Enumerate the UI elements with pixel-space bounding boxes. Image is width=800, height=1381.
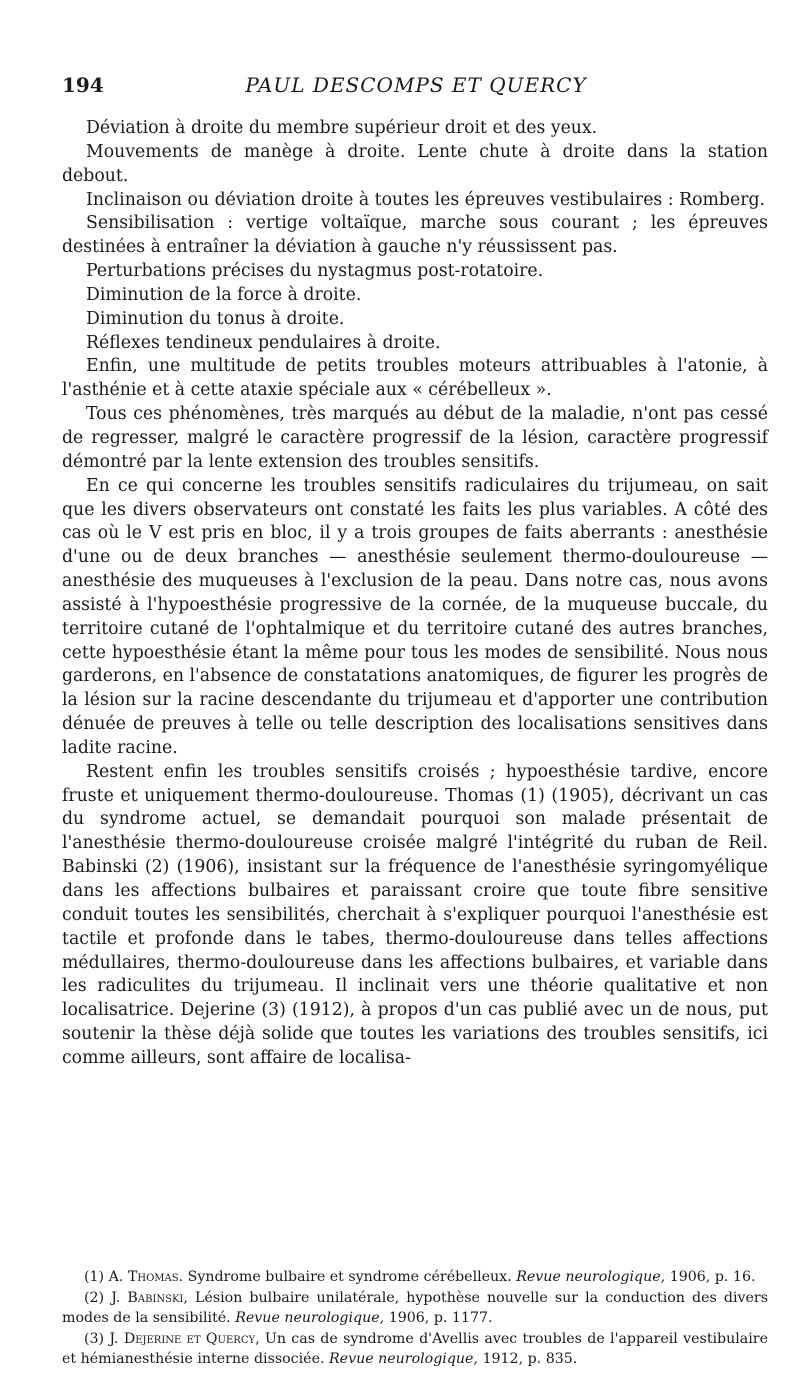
footnote-author: A. Thomas. [108,1269,184,1285]
footnote-author: J. Babinski, [111,1289,188,1306]
paragraph: Inclinaison ou déviation droite à toutes les épreuves vestibulaires : Romberg. [86,189,766,210]
paragraph: En ce qui concerne les troubles sensitifs radiculaires du trijumeau, on sait que les divers observateurs ont constaté les faits les plus variables. A côté des cas où le V est pris en bloc, il y a trois groupes de faits aberrants : anesthésie d'une ou de deux branches — anesthésie seulement thermo-douloureuse — anesthésie des muqueuses à l'exclusion de la peau. Dans notre cas, nous avons assisté à l'hypoesthésie progressive de la cornée, de la muqueuse buccale, du territoire cutané de l'ophtalmique et du territoire cutané des autres branches, cette hypoesthésie étant la même pour tous les modes de sensibilité. Nous nous garderons, en l'absence de constatations anatomiques, de figurer les progrès de la lésion sur la racine descendante du trijumeau et d'apporter une contribution dénuée de preuves à telle ou telle description des localisations sensitives dans ladite racine. [62,475,768,758]
body-text [62,117,768,1071]
page-header [62,73,770,101]
paragraph: Enfin, une multitude de petits troubles moteurs attribuables à l'atonie, à l'asthénie et à cette ataxie spéciale aux « cérébelleux ». [62,356,768,401]
footnote-marker: (1) [84,1269,105,1285]
paragraph: Restent enfin les troubles sensitifs croisés ; hypoesthésie tardive, encore fruste et uniquement thermo-douloureuse. Thomas (1) (1905), décrivant un cas du syndrome actuel, se demandait pourquoi son malade présentait de l'anesthésie thermo-douloureuse croisée malgré l'intégrité du ruban de Reil. Babinski (2) (1906), insistant sur la fréquence de l'anesthésie syringomyélique dans les affections bulbaires et paraissant croire que toute fibre sensitive conduit toutes les sensibilités, cherchait à s'expliquer pourquoi l'anesthésie est tactile et profonde dans le tabes, thermo-douloureuse dans telles affections médullaires, thermo-douloureuse dans les affections bulbaires, et variable dans les radiculites du trijumeau. Il inclinait vers une théorie qualitative et non localisatrice. Dejerine (3) (1912), à propos d'un cas publié avec un de nous, put soutenir la thèse déjà solide que toutes les variations des troubles sensitifs, ici comme ailleurs, sont affaire de localisa- [62,761,768,1068]
paragraph: Sensibilisation : vertige voltaïque, marche sous courant ; les épreuves destinées à entraîner la déviation à gauche n'y réussissent pas. [62,213,768,258]
footnotes [62,1267,768,1370]
footnote-author: J. Dejerine et Quercy, [109,1330,260,1347]
footnote-journal: Revue neurologique, [328,1351,478,1367]
footnote-ref: 1906, p. 1177. [388,1310,493,1326]
footnote-journal: Revue neurologique, [235,1310,385,1326]
footnote-title: Syndrome bulbaire et syndrome cérébelleux. [187,1269,512,1285]
footnote-ref: 1912, p. 835. [482,1351,578,1367]
paragraph: Réflexes tendineux pendulaires à droite. [86,332,441,353]
footnote-title: Un cas de syndrome d'Avellis avec troubles de l'appareil vestibulaire et hémianesthésie interne dissociée. [62,1330,768,1367]
paragraph: Diminution de la force à droite. [86,284,362,305]
paragraph: Mouvements de manège à droite. Lente chute à droite dans la station debout. [62,141,768,186]
footnote-marker: (2) [84,1289,105,1306]
footnote-journal: Revue neurologique, [516,1269,666,1285]
footnote-ref: 1906, p. 16. [669,1269,756,1285]
footnote [62,1288,768,1329]
page-number: 194 [62,73,104,97]
paragraph: Tous ces phénomènes, très marqués au début de la maladie, n'ont pas cessé de regresser, malgré le caractère progressif de la lésion, caractère progressif démontré par la lente extension des troubles sensitifs. [62,404,768,472]
footnote [62,1267,768,1288]
paragraph: Diminution du tonus à droite. [86,308,345,329]
footnote-marker: (3) [84,1330,105,1347]
paragraph: Déviation à droite du membre supérieur droit et des yeux. [86,118,598,138]
running-head: PAUL DESCOMPS ET QUERCY [245,73,587,97]
paragraph: Perturbations précises du nystagmus post-rotatoire. [86,261,544,282]
footnote-title: Lésion bulbaire unilatérale, hypothèse nouvelle sur la conduction des divers modes de la sensibilité. [62,1289,768,1326]
footnote [62,1329,768,1370]
